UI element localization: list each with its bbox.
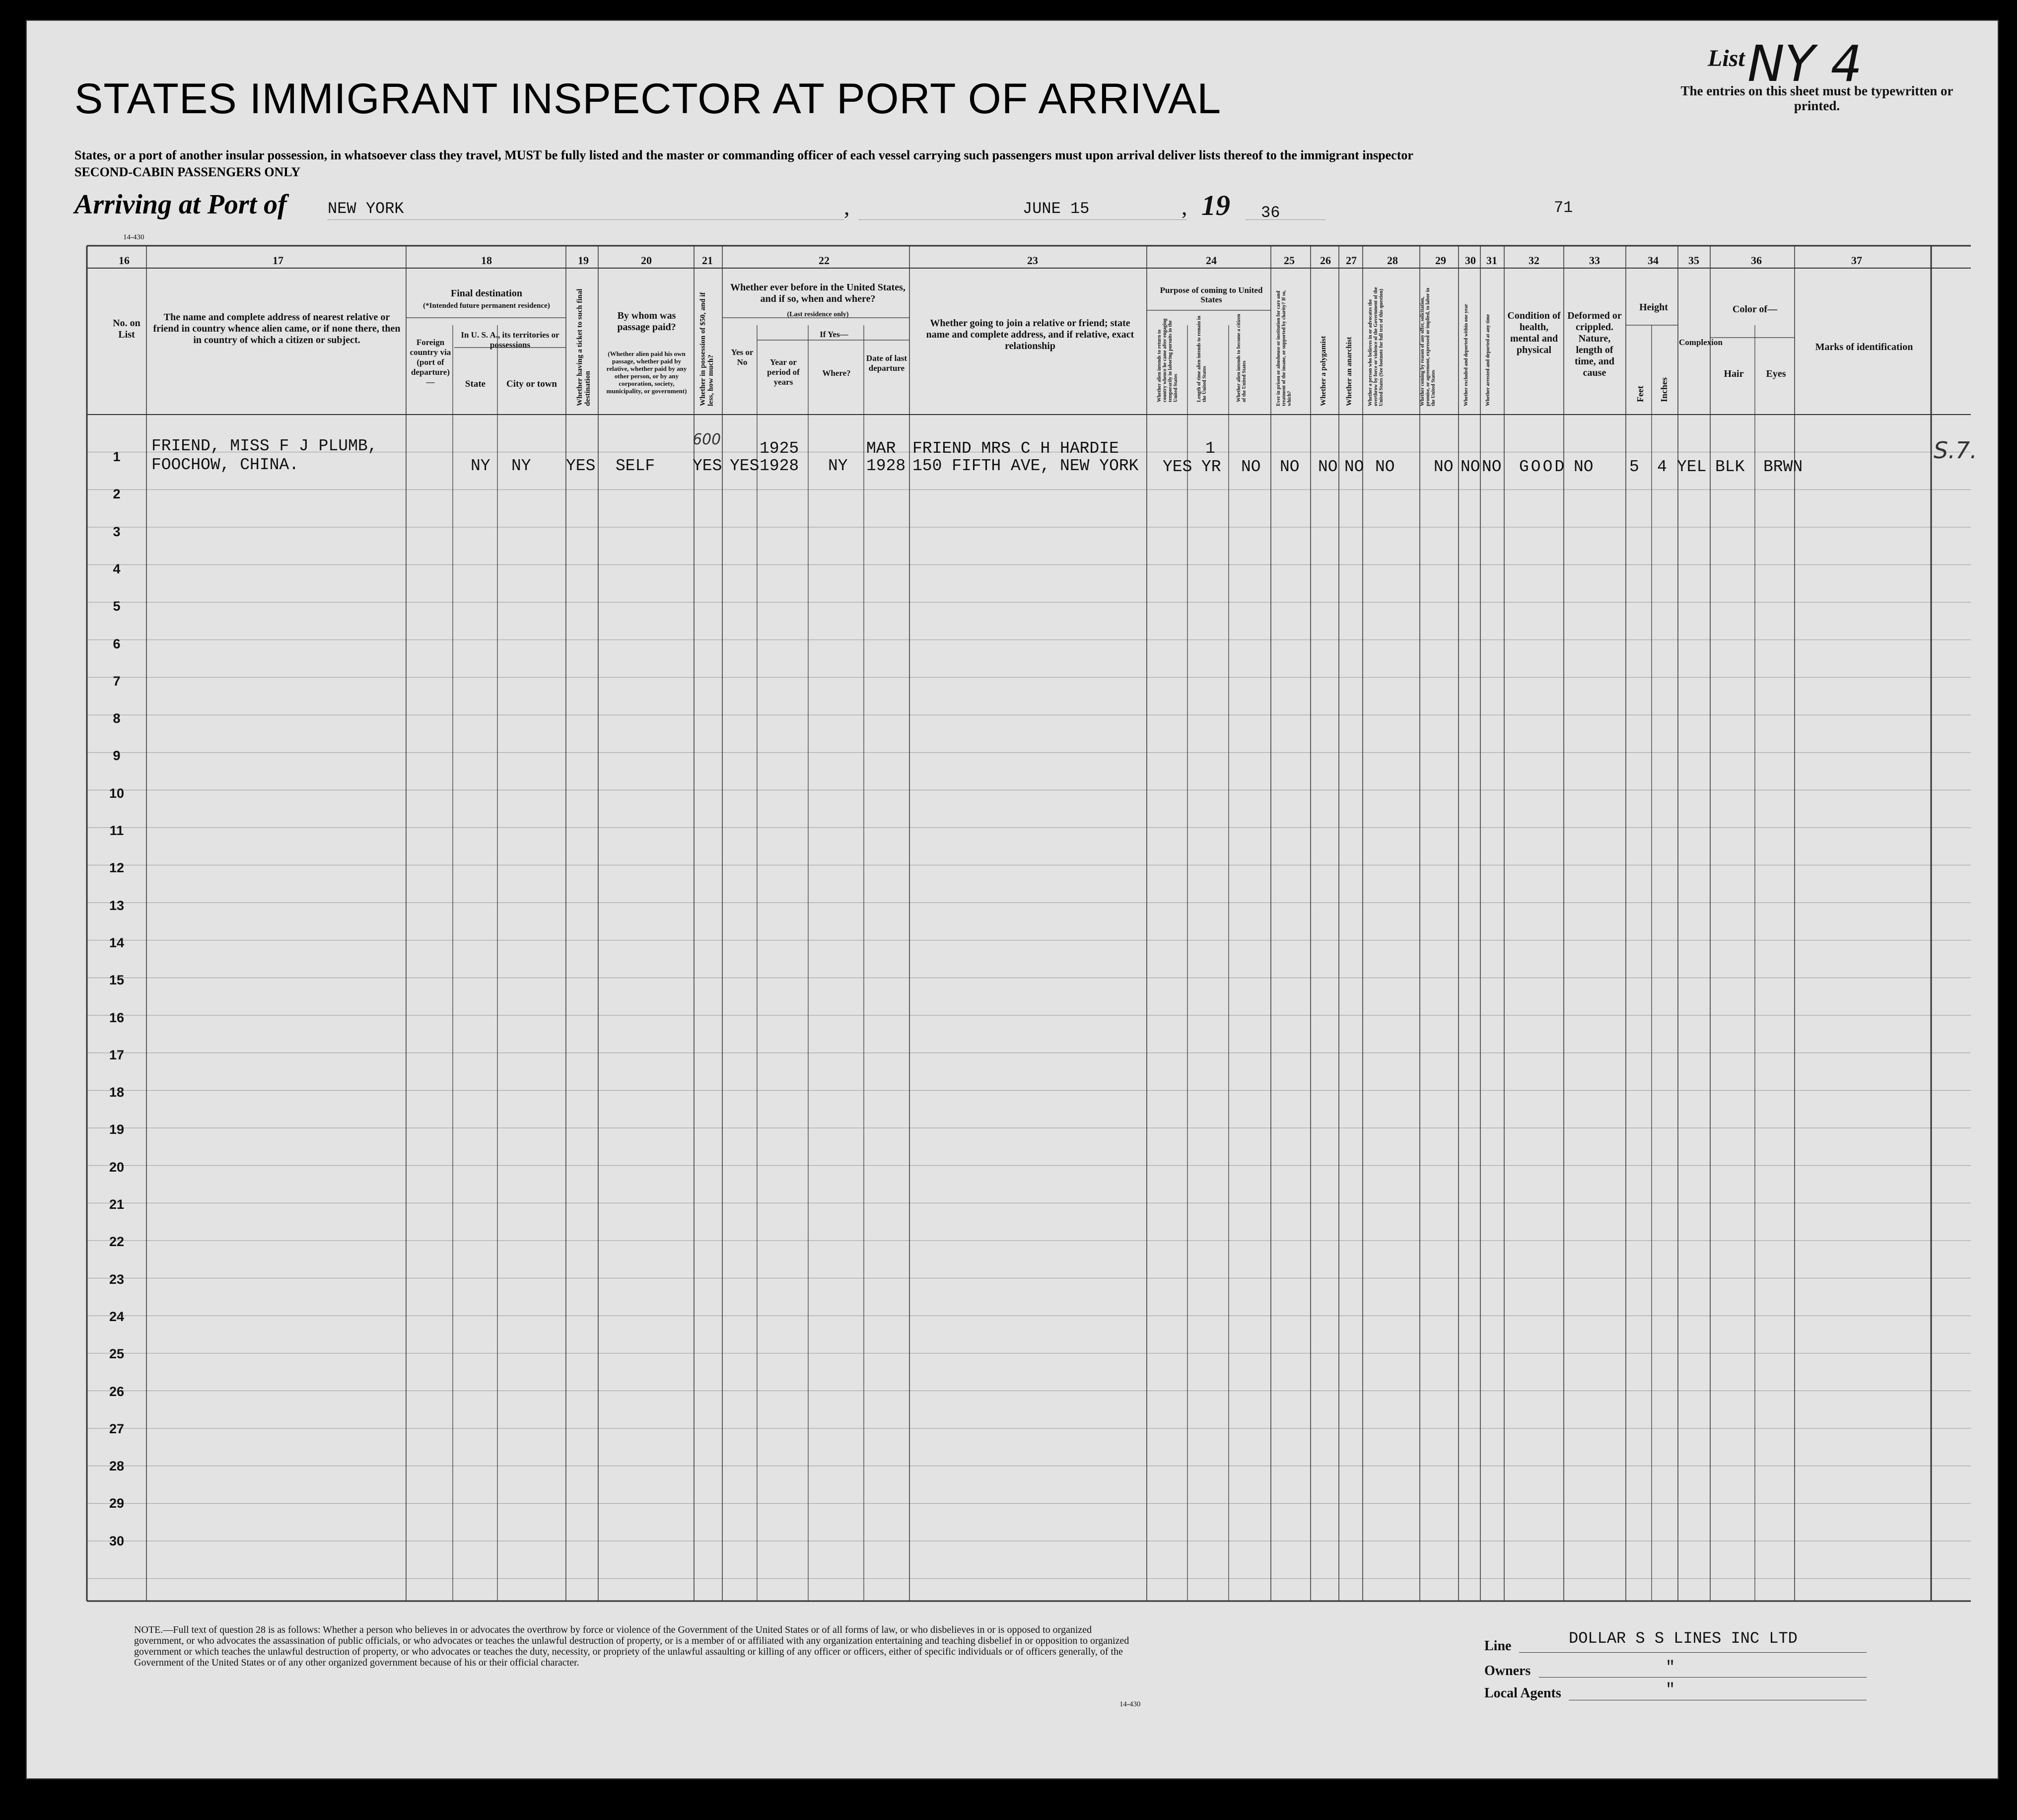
column-number: 27: [1346, 254, 1357, 267]
header-eyes: Eyes: [1766, 368, 1786, 379]
line-value: DOLLAR S S LINES INC LTD: [1569, 1629, 1798, 1648]
column-number: 30: [1465, 254, 1476, 267]
header-join-relative: Whether going to join a relative or friend; state name and complete address, and if relative, exact relationship: [926, 318, 1134, 351]
before-us-value: YES: [730, 457, 760, 475]
row-number: 20: [109, 1159, 125, 1175]
offer-value: NO: [1434, 458, 1454, 476]
header-purpose: Purpose of coming to United States: [1160, 285, 1263, 304]
row-number: 3: [113, 524, 121, 539]
join-line1: FRIEND MRS C H HARDIE: [912, 439, 1119, 458]
row-number: 7: [113, 673, 121, 689]
header-date-departure: Date of last departure: [866, 353, 907, 373]
header-purpose-return: Whether alien intends to return to country whence he came after engaging temporarily in laboring pursuits in the United States: [1157, 318, 1179, 402]
row-number: 11: [109, 823, 124, 838]
height-inches-value: 4: [1657, 458, 1667, 476]
footnote-question-28: NOTE.—Full text of question 28 is as follows: Whether a person who believes in or advocates the overthrow by force or violence of the Government of the United States or of all forms of law, or who disbelieves in or is opposed to organized government, or who advocates the assassination of public officials, or who advocates or teaches the unlawful destruction of property, or is a member of or affiliated with any organization entertaining and teaching disbelief in or opposition to organized government or which teaches the unlawful destruction of property, or who advocates or teaches the duty, necessity, or propriety of the unlawful assaulting or killing of any officer or officers, either of specific individuals or of officers generally, of the Government of the United States or of any other organized government because of his or their official character.: [134, 1624, 1129, 1668]
departure-line1: MAR: [866, 439, 896, 458]
row-number: 19: [109, 1122, 125, 1137]
column-number: 35: [1688, 254, 1699, 267]
row-number: 27: [109, 1421, 125, 1436]
column-number: 31: [1486, 254, 1497, 267]
prison-value: NO: [1280, 458, 1300, 476]
destination-state: NY: [471, 457, 490, 475]
relative-address-line1: FRIEND, MISS F J PLUMB,: [151, 437, 378, 455]
year-prefix: 19: [1201, 189, 1230, 221]
row-number: 21: [109, 1197, 125, 1212]
header-hair: Hair: [1724, 368, 1744, 379]
header-overthrow: Whether a person who believes in or advocates the overthrow by force or violence of the Government of the United States (See footnote for full text of this question): [1368, 287, 1384, 406]
eyes-value: BRWN: [1763, 458, 1803, 476]
header-purpose-citizen: Whether alien intends to become a citizen of the United States: [1236, 314, 1247, 402]
header-before-us-sub: (Last residence only): [787, 311, 849, 318]
column-number: 24: [1206, 254, 1217, 267]
column-number: 28: [1387, 254, 1398, 267]
deformed-value: NO: [1574, 458, 1594, 476]
header-offer: Whether coming by reason of any offer, solicitation, promise, or agreement, expressed or implied, to labor in the United States: [1420, 287, 1436, 406]
header-foreign-country: Foreign country via (port of departure)—: [410, 338, 451, 387]
form-instruction: States, or a port of another insular possession, in whatsoever class they travel, MUST be fully listed and the master or commanding officer of each vessel carrying such passengers must upon arrival deliver lists thereof to the immigrant inspector: [74, 148, 1413, 162]
row-number: 6: [113, 636, 121, 651]
row-number: 18: [109, 1085, 125, 1100]
row-number: 10: [109, 785, 125, 801]
column-number: 29: [1435, 254, 1446, 267]
header-health: Condition of health, mental and physical: [1507, 310, 1561, 355]
column-number: 21: [702, 254, 713, 267]
header-money: Whether in possession of $50, and if less, how much?: [699, 292, 715, 406]
header-deformed: Deformed or crippled. Nature, length of time, and cause: [1567, 310, 1622, 378]
departure-line2: 1928: [866, 457, 906, 475]
money-note: 600: [693, 431, 721, 448]
form-code: 14-430: [123, 233, 144, 241]
row-number: 28: [109, 1459, 125, 1474]
row-number: 14: [109, 935, 125, 950]
overthrow-value: NO: [1375, 458, 1395, 476]
row-number: 2: [113, 487, 121, 502]
column-number: 36: [1751, 254, 1762, 267]
header-ticket: Whether having a ticket to such final destination: [576, 288, 592, 406]
anarchist-value: NO: [1344, 458, 1364, 476]
header-height: Height: [1639, 302, 1668, 313]
row-number: 9: [113, 748, 121, 764]
header-anarchist: Whether an anarchist: [1345, 337, 1353, 406]
year-suffix: 36: [1261, 204, 1280, 222]
header-inches: Inches: [1659, 377, 1669, 402]
arrested-value: NO: [1482, 458, 1502, 476]
row-number: 16: [109, 1010, 125, 1025]
header-passage-paid: By whom was passage paid?: [617, 310, 676, 333]
column-number: 34: [1648, 254, 1659, 267]
join-line2: 150 FIFTH AVE, NEW YORK: [912, 457, 1139, 475]
owners-value: ": [1666, 1658, 1675, 1677]
row-number: 1: [113, 449, 121, 464]
passage-paid-value: SELF: [616, 457, 655, 475]
row-number: 26: [109, 1384, 125, 1399]
header-in-usa: In U. S. A., its territories or possessions: [461, 330, 559, 350]
header-polygamist: Whether a polygamist: [1320, 336, 1327, 406]
form-title: STATES IMMIGRANT INSPECTOR AT PORT OF ARRIVAL: [74, 75, 1222, 123]
header-where: Where?: [822, 368, 851, 378]
hair-value: BLK: [1715, 458, 1745, 476]
footer-form-code: 14-430: [1119, 1700, 1141, 1708]
length-line2: YR: [1201, 458, 1221, 476]
header-relative: The name and complete address of nearest relative or friend in country whence alien came, or if none there, then in country of which a citizen or subject.: [153, 312, 401, 346]
where-value: NY: [828, 457, 848, 475]
polygamist-value: NO: [1318, 458, 1338, 476]
header-color: Color of—: [1732, 304, 1778, 315]
length-line1: 1: [1205, 439, 1215, 458]
port-value: NEW YORK: [328, 200, 404, 218]
row-number: 25: [109, 1346, 125, 1362]
header-prison: Ever in prison or almshouse or institution for care and treatment of the insane, or supported by charity? If so, which?: [1276, 290, 1292, 406]
health-value: GOOD: [1519, 458, 1567, 476]
header-state: State: [465, 379, 486, 389]
owners-label: Owners: [1484, 1663, 1531, 1679]
column-number: 20: [641, 254, 652, 267]
header-purpose-length: Length of time alien intends to remain in the United States: [1196, 316, 1207, 402]
column-number: 33: [1589, 254, 1600, 267]
column-number: 26: [1320, 254, 1331, 267]
header-complexion: Complexion: [1679, 338, 1723, 347]
header-city: City or town: [506, 379, 557, 389]
row-number: 8: [113, 711, 121, 726]
row-number: 12: [109, 860, 125, 876]
reference-number: 71: [1554, 199, 1573, 217]
row-number: 30: [109, 1533, 125, 1548]
ticket-value: YES: [566, 457, 596, 475]
entries-note: The entries on this sheet must be typewritten or printed.: [1680, 83, 1953, 113]
local-agents-value: ": [1666, 1680, 1675, 1699]
years-line2: 1928: [760, 457, 799, 475]
column-number: 23: [1027, 254, 1038, 267]
row-number: 17: [109, 1047, 125, 1062]
header-feet: Feet: [1635, 386, 1645, 402]
header-yes-no: Yes or No: [731, 348, 754, 367]
header-final-destination-sub: (*Intended future permanent residence): [423, 302, 550, 310]
header-if-yes: If Yes—: [820, 330, 848, 339]
column-number: 37: [1851, 254, 1862, 267]
relative-address-line2: FOOCHOW, CHINA.: [151, 456, 299, 474]
column-number: 18: [481, 254, 492, 267]
local-agents-label: Local Agents: [1484, 1685, 1561, 1701]
list-label: List: [1708, 45, 1745, 71]
arrival-date: JUNE 15: [1023, 200, 1090, 218]
row-number: 13: [109, 898, 125, 913]
header-marks: Marks of identification: [1815, 342, 1913, 352]
row-number: 23: [109, 1271, 125, 1287]
destination-city: NY: [511, 457, 531, 475]
column-number: 25: [1284, 254, 1295, 267]
form-class: SECOND-CABIN PASSENGERS ONLY: [74, 165, 301, 179]
years-line1: 1925: [760, 439, 799, 458]
column-number: 17: [273, 254, 283, 267]
excluded-value: NO: [1461, 458, 1480, 476]
column-number: 22: [819, 254, 830, 267]
return-value: YES: [1163, 458, 1192, 476]
column-number: 19: [578, 254, 589, 267]
header-no-on-list: No. on List: [113, 318, 140, 340]
complexion-value: YEL: [1677, 458, 1707, 476]
header-excluded: Whether excluded and deported within one year: [1463, 304, 1469, 406]
money-value: YES: [693, 457, 722, 475]
arriving-label: Arriving at Port of: [74, 189, 287, 220]
header-final-destination: Final destination: [451, 288, 522, 299]
line-label: Line: [1484, 1638, 1512, 1654]
row-number: 15: [109, 973, 125, 988]
header-before-us: Whether ever before in the United States, and if so, when and where?: [730, 282, 905, 304]
header-passage-paid-sub: (Whether alien paid his own passage, whether paid by relative, whether paid by any other person, or by any corporation, society, municipality, or government): [606, 350, 687, 395]
list-number: NY 4: [1747, 35, 1863, 93]
row-number: 4: [113, 561, 121, 576]
row-number: 24: [109, 1309, 125, 1324]
row-number: 29: [109, 1496, 125, 1511]
header-arrested: Whether arrested and deported at any time: [1485, 314, 1491, 406]
height-feet-value: 5: [1629, 458, 1639, 476]
header-year: Year or period of years: [767, 357, 800, 387]
column-number: 32: [1529, 254, 1539, 267]
citizen-value: NO: [1241, 458, 1261, 476]
row-number: 22: [109, 1234, 125, 1250]
identification-mark: S.7.: [1934, 437, 1977, 464]
row-number: 5: [113, 599, 121, 614]
column-number: 16: [119, 254, 130, 267]
